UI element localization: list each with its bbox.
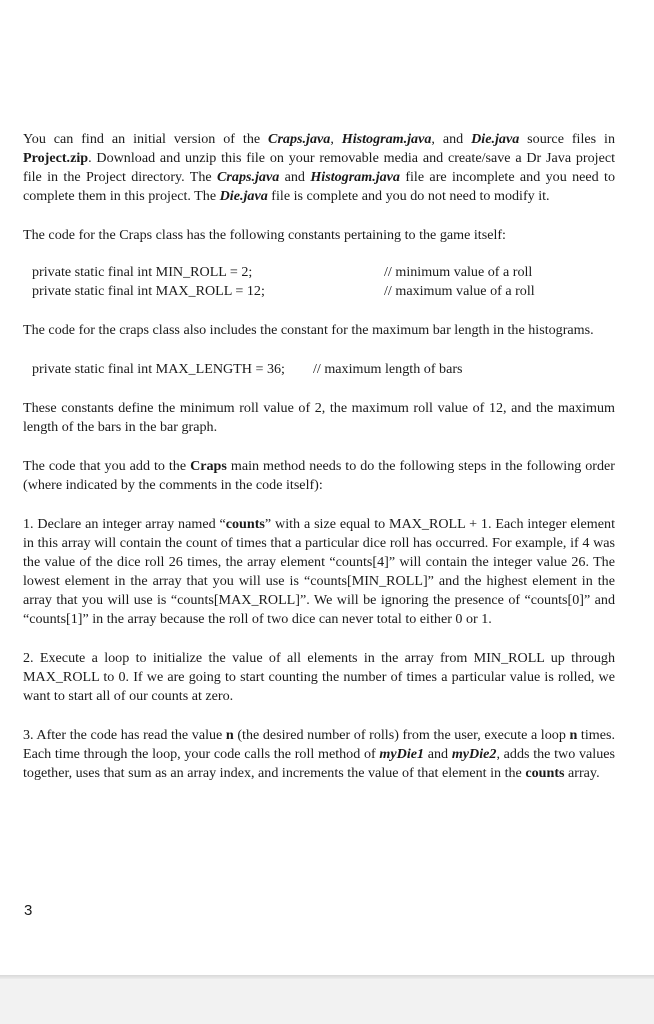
- code-comment: // maximum length of bars: [312, 361, 463, 377]
- filename-craps: Craps.java: [217, 169, 280, 185]
- text-run: source files in: [519, 131, 615, 147]
- code-line-min-roll: [23, 263, 615, 282]
- text-run: and: [279, 169, 311, 185]
- histogram-intro: The code for the craps class also includes the constant for the maximum bar length in the histograms.: [23, 322, 594, 338]
- steps-intro: [23, 457, 615, 495]
- filename-zip: Project.zip: [23, 150, 89, 166]
- text-run: file is complete and you do not need to modify it.: [267, 188, 550, 204]
- text-run: The code that you add to the: [23, 458, 191, 474]
- variable-mydie1: myDie1: [379, 746, 425, 762]
- page-content: [23, 130, 615, 783]
- filename-die: Die.java: [219, 188, 268, 204]
- code-text: private static final int MAX_ROLL = 12;: [32, 283, 265, 299]
- text-run: You can find an initial version of the: [23, 131, 269, 147]
- text-run: and: [424, 746, 452, 762]
- code-text: private static final int MAX_LENGTH = 36;: [32, 361, 285, 377]
- code-line-max-roll: [23, 282, 615, 301]
- text-run: 3. After the code has read the value: [23, 727, 226, 743]
- text-run: file are incomplete and you need to complete them in this project. The: [23, 169, 615, 204]
- text-run: . Download and unzip this file on your removable media and create/save a Dr Java project file in the Project directory. The: [23, 150, 615, 185]
- text-run: array.: [564, 765, 600, 781]
- text-run: 1. Declare an integer array named “: [23, 516, 226, 532]
- step-1: [23, 515, 615, 629]
- array-name: counts: [225, 516, 265, 532]
- text-run: main method needs to do the following steps in the following order (where indicated by the comments in the code itself):: [23, 458, 615, 493]
- code-text: private static final int MIN_ROLL = 2;: [32, 264, 253, 280]
- code-comment: // maximum value of a roll: [384, 283, 535, 299]
- intro-paragraph: [23, 130, 615, 206]
- text-run: , adds the two values together, uses that sum as an array index, and increments the value of that element in the: [23, 746, 615, 781]
- code-line-max-length: [23, 360, 615, 379]
- constants-intro: The code for the Craps class has the following constants pertaining to the game itself:: [23, 227, 506, 243]
- text-run: (the desired number of rolls) from the user, execute a loop: [233, 727, 570, 743]
- class-name: Craps: [190, 458, 227, 474]
- constants-summary: These constants define the minimum roll value of 2, the maximum roll value of 12, and the maximum length of the bars in the bar graph.: [23, 400, 615, 435]
- text-run: ,: [330, 131, 342, 147]
- page-divider: [0, 975, 654, 979]
- variable-mydie2: myDie2: [451, 746, 497, 762]
- page-number: 3: [24, 902, 33, 919]
- step-3: [23, 726, 615, 783]
- text-run: , and: [431, 131, 472, 147]
- array-name: counts: [525, 765, 565, 781]
- text-run: ” with a size equal to MAX_ROLL + 1. Each integer element in this array will contain the count of times that a particular dice roll has occurred. For example, if 4 was the value of the dice roll 26 times, the array element “counts[4]” will contain the integer value 26. The lowest element in the array that you will use is “counts[MIN_ROLL]” and the highest element in the array that you will use is “counts[MAX_ROLL]”. We will be ignoring the presence of “counts[0]” and “counts[1]” in the array because the roll of two dice can never total to either 0 or 1.: [23, 516, 615, 627]
- text-run: times. Each time through the loop, your code calls the roll method of: [23, 727, 615, 762]
- bottom-toolbar-area: [0, 975, 654, 1024]
- step-2: 2. Execute a loop to initialize the value of all elements in the array from MIN_ROLL up through MAX_ROLL to 0. If we are going to start counting the number of times a particular value is rolled, we want to start all of our counts at zero.: [23, 650, 615, 704]
- filename-craps: Craps.java: [268, 131, 331, 147]
- filename-die: Die.java: [471, 131, 520, 147]
- filename-histogram: Histogram.java: [341, 131, 432, 147]
- variable-n: n: [225, 727, 234, 743]
- variable-n: n: [569, 727, 578, 743]
- code-comment: // minimum value of a roll: [384, 264, 533, 280]
- filename-histogram: Histogram.java: [310, 169, 400, 185]
